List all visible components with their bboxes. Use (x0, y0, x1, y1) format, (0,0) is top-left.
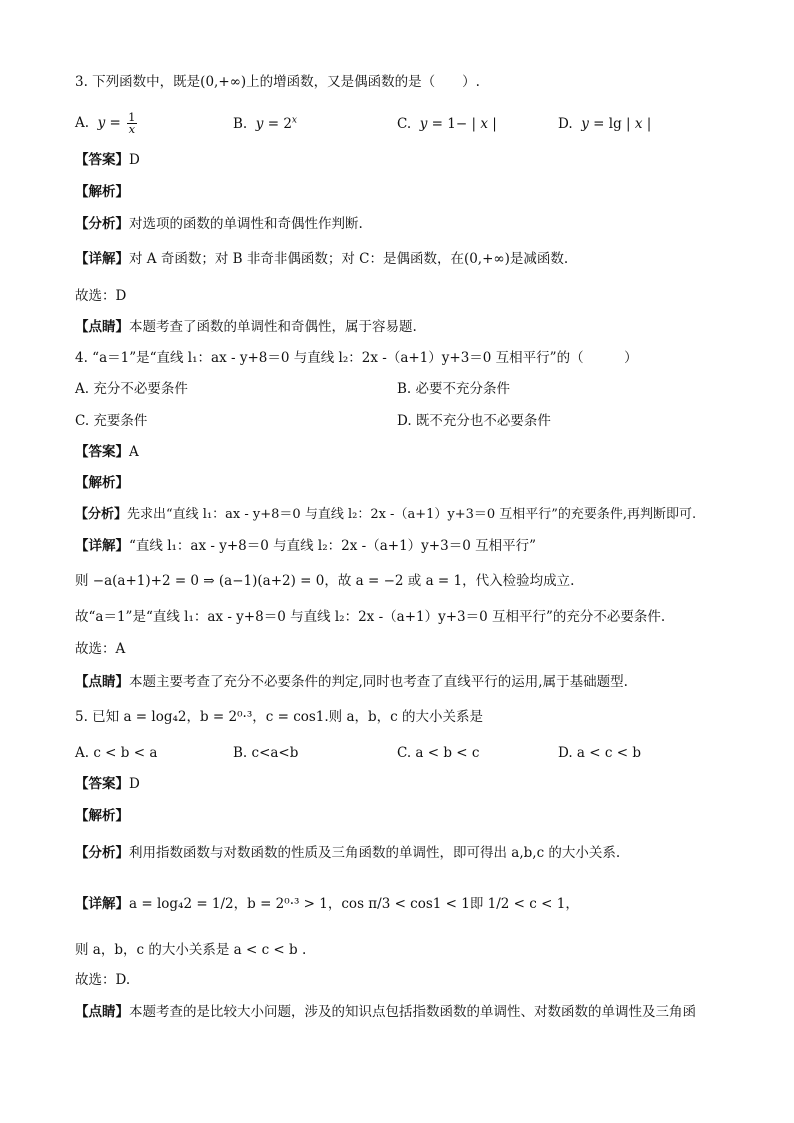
q5-relation: 则 a，b，c 的大小关系是 a < c < b . (75, 942, 307, 958)
q5-xiangjie: 【详解】a = log₄2 = 1/2，b = 2⁰·³ > 1，cos π/3 < cos1 < 1即 1/2 < c < 1， (75, 896, 579, 912)
q3-choice: 故选：D (75, 288, 127, 304)
q4-derivation: 则 −a(a+1)+2 = 0 ⇒ (a−1)(a+2) = 0，故 a = −2 或 a = 1，代入检验均成立. (75, 573, 575, 589)
q5-answer: 【答案】D (75, 776, 140, 792)
q3-answer: 【答案】D (75, 152, 140, 168)
q4-option-c: C. 充要条件 (75, 413, 148, 429)
q4-stem: 4. “a＝1”是“直线 l₁：ax - y+8＝0 与直线 l₂：2x -（a+1）y+3＝0 互相平行”的（ ） (75, 350, 638, 366)
q4-option-a: A. 充分不必要条件 (75, 381, 188, 397)
q3-dianjing: 【点睛】本题考查了函数的单调性和奇偶性，属于容易题. (75, 319, 417, 335)
q4-choice: 故选：A (75, 641, 126, 657)
q5-option-c: C. a < b < c (397, 745, 480, 761)
q3-stem: 3. 下列函数中，既是(0,+∞)上的增函数，又是偶函数的是（ ）. (75, 74, 480, 90)
q3-xiangjie: 【详解】对 A 奇函数；对 B 非奇非偶函数；对 C：是偶函数，在(0,+∞)是减函数. (75, 251, 569, 267)
q5-option-b: B. c<a<b (233, 745, 299, 761)
q5-analysis-heading: 【解析】 (75, 808, 129, 824)
q3-analysis-heading: 【解析】 (75, 184, 129, 200)
q3-option-a: A. y = $\frac{1}{x}$ (75, 110, 136, 136)
q4-xiangjie: 【详解】“直线 l₁：ax - y+8＝0 与直线 l₂：2x -（a+1）y+3＝0 互相平行” (75, 538, 536, 554)
q3-option-c: C. y = 1− | x | (397, 116, 497, 132)
q3-fenxi: 【分析】对选项的函数的单调性和奇偶性作判断. (75, 216, 363, 232)
q5-option-a: A. c < b < a (75, 745, 158, 761)
q3-option-d: D. y = lg | x | (558, 116, 652, 132)
answer-label: 【答案】 (75, 152, 129, 168)
q4-analysis-heading: 【解析】 (75, 475, 129, 491)
q5-stem: 5. 已知 a = log₄2，b = 2⁰·³，c = cos1.则 a，b，c 的大小关系是 (75, 709, 484, 725)
q4-dianjing: 【点睛】本题主要考查了充分不必要条件的判定,同时也考查了直线平行的运用,属于基础题型. (75, 674, 628, 690)
q5-option-d: D. a < c < b (558, 745, 641, 761)
q4-option-b: B. 必要不充分条件 (397, 381, 511, 397)
q4-fenxi: 【分析】先求出“直线 l₁：ax - y+8＝0 与直线 l₂：2x -（a+1）y+3＝0 互相平行”的充要条件,再判断即可. (75, 507, 697, 522)
q5-fenxi: 【分析】利用指数函数与对数函数的性质及三角函数的单调性，即可得出 a,b,c 的大小关系. (75, 845, 621, 861)
q4-option-d: D. 既不充分也不必要条件 (397, 413, 551, 429)
q5-choice: 故选：D. (75, 972, 131, 988)
q3-option-b: B. $y = 2^x$ (233, 115, 297, 132)
q4-conclusion: 故“a＝1”是“直线 l₁：ax - y+8＝0 与直线 l₂：2x -（a+1）y+3＝0 互相平行”的充分不必要条件. (75, 609, 666, 625)
q4-answer: 【答案】A (75, 444, 139, 460)
q5-dianjing: 【点睛】本题考查的是比较大小问题，涉及的知识点包括指数函数的单调性、对数函数的单调性及三角函 (75, 1004, 696, 1020)
